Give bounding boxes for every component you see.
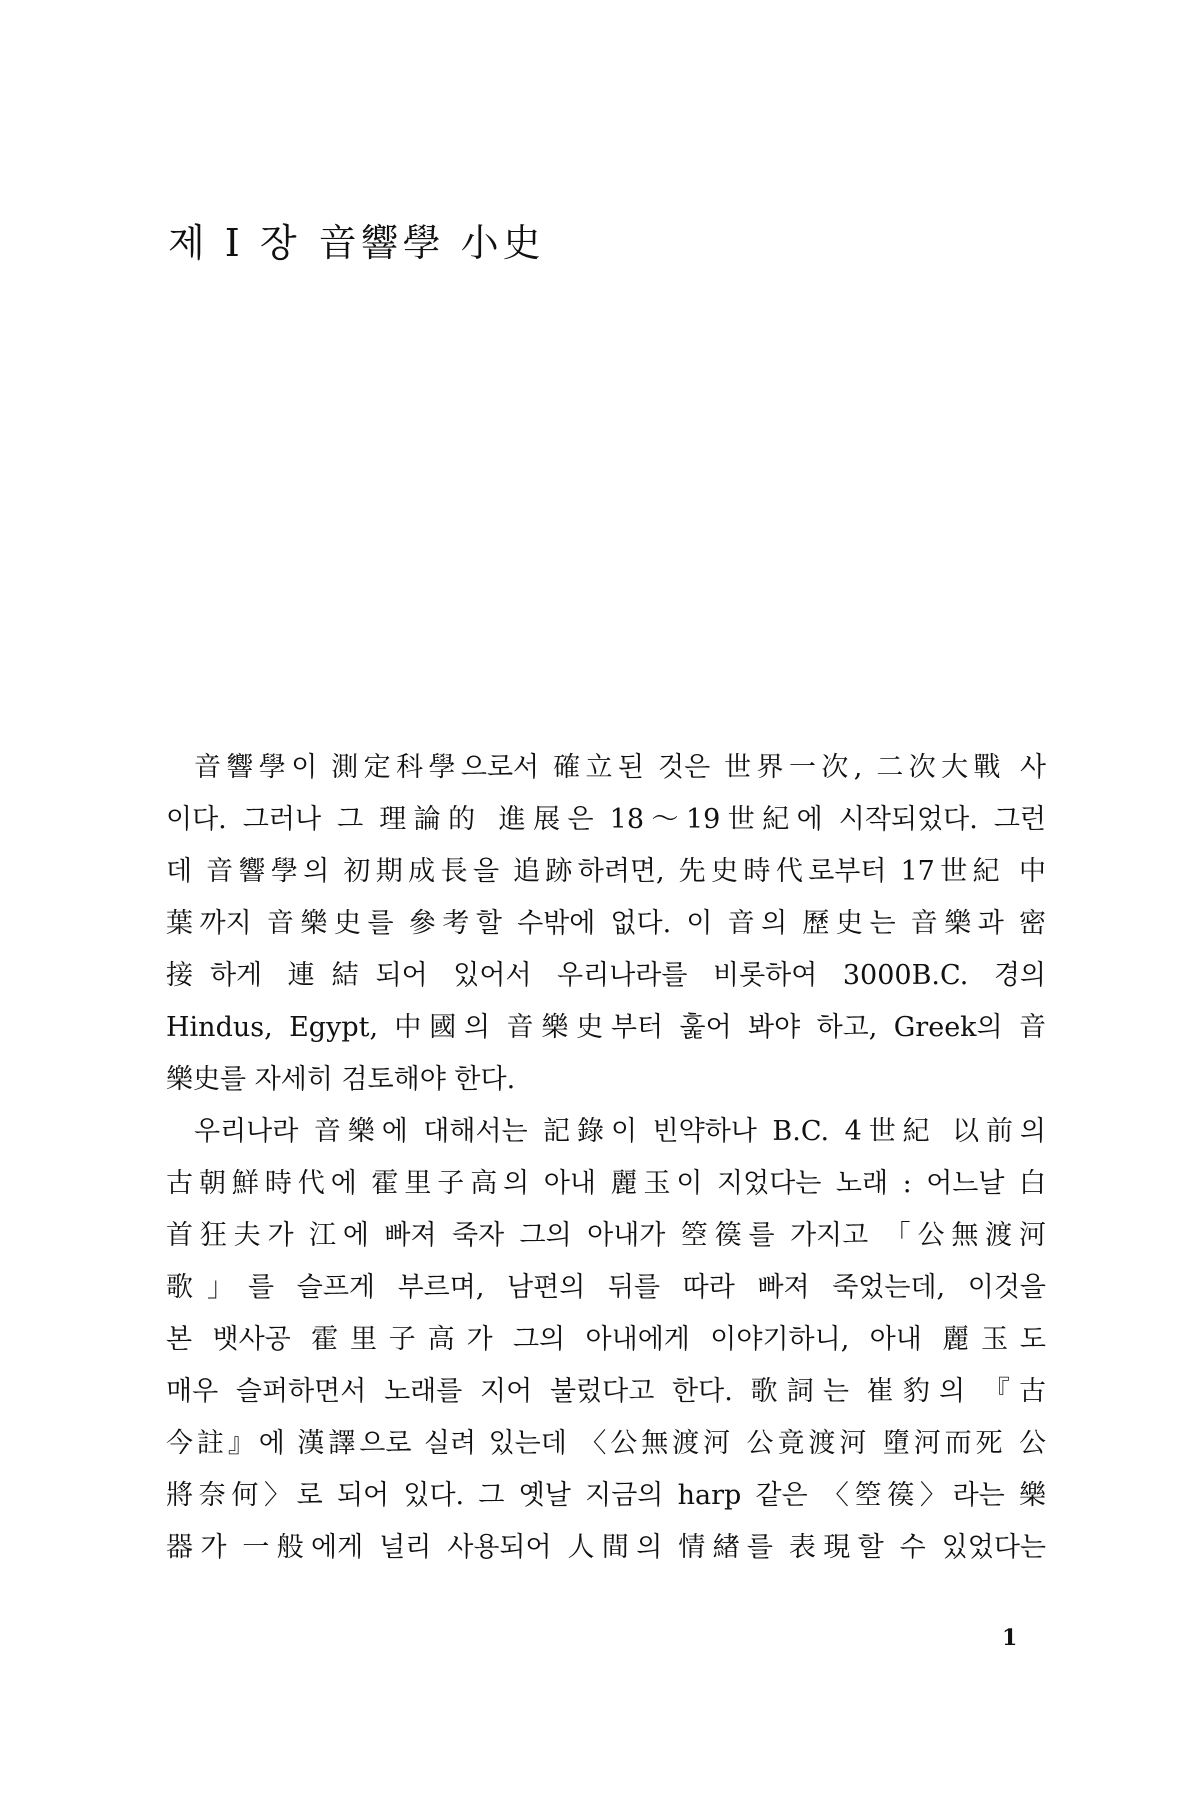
body-text <box>166 742 1046 1574</box>
text-line: 歌」를 슬프게 부르며, 남편의 뒤를 따라 빠져 죽었는데, 이것을 <box>166 1272 1046 1303</box>
text-line: 器가 一般에게 널리 사용되어 人間의 情緖를 表現할 수 있었다는 <box>166 1532 1046 1563</box>
chapter-label: 제 Ⅰ 장 <box>168 221 301 265</box>
text-line: 將奈何〉로 되어 있다. 그 옛날 지금의 harp 같은 〈箜篌〉라는 樂 <box>166 1480 1046 1511</box>
text-line: 今註』에 漢譯으로 실려 있는데 〈公無渡河 公竟渡河 墮河而死 公 <box>166 1428 1046 1459</box>
text-line: 우리나라 音樂에 대해서는 記錄이 빈약하나 B.C. 4世紀 以前의 <box>194 1116 1046 1147</box>
text-line: 본 뱃사공 霍里子高가 그의 아내에게 이야기하니, 아내 麗玉도 <box>166 1324 1046 1355</box>
text-line: Hindus, Egypt, 中國의 音樂史부터 훑어 봐야 하고, Greek의 音 <box>166 1012 1046 1043</box>
chapter-title: 音響學 小史 <box>318 221 545 265</box>
text-line: 首狂夫가 江에 빠져 죽자 그의 아내가 箜篌를 가지고 「公無渡河 <box>166 1220 1046 1251</box>
chapter-heading <box>168 212 563 267</box>
text-line: 古朝鮮時代에 霍里子高의 아내 麗玉이 지었다는 노래 : 어느날 白 <box>166 1168 1046 1199</box>
text-line: 葉까지 音樂史를 參考할 수밖에 없다. 이 音의 歷史는 音樂과 密 <box>166 908 1046 939</box>
paragraph <box>166 1106 1046 1574</box>
page-number: 1 <box>1002 1625 1018 1651</box>
text-line: 樂史를 자세히 검토해야 한다. <box>166 1064 516 1095</box>
text-line: 이다. 그러나 그 理論的 進展은 18～19世紀에 시작되었다. 그런 <box>166 804 1046 835</box>
text-line: 接하게 連結되어 있어서 우리나라를 비롯하여 3000B.C. 경의 <box>166 960 1046 991</box>
text-line: 매우 슬퍼하면서 노래를 지어 불렀다고 한다. 歌詞는 崔豹의 『古 <box>166 1376 1046 1407</box>
text-line: 音響學이 測定科學으로서 確立된 것은 世界一次, 二次大戰 사 <box>194 752 1046 783</box>
text-line: 데 音響學의 初期成長을 追跡하려면, 先史時代로부터 17世紀 中 <box>166 856 1046 887</box>
paragraph <box>166 742 1046 1106</box>
